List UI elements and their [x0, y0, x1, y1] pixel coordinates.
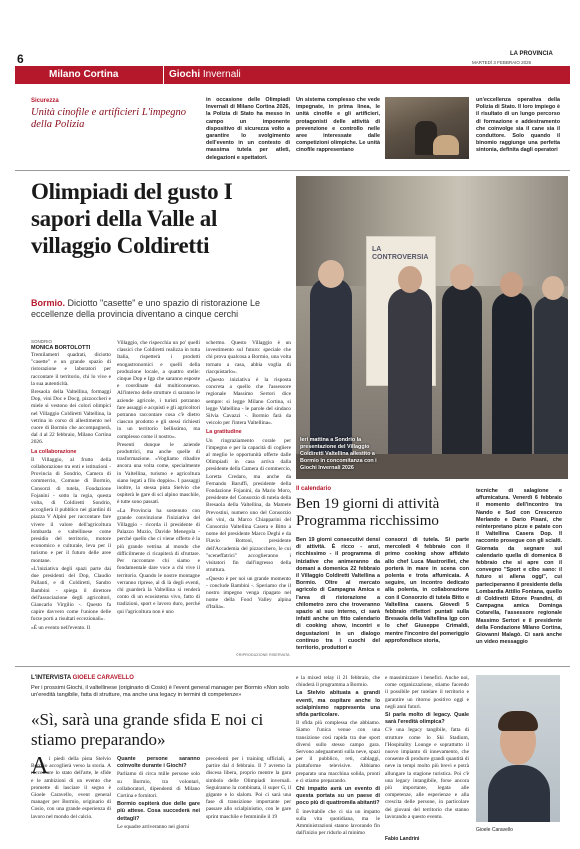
interview-col2: [117, 756, 200, 832]
top-story-col3: un'eccellenza operativa della Polizia di Stato. Il loro impiego è il risultato di un lungo percorso di formazione e addestramento che coinvolge sia il cane sia il conduttore. Solo quando il binomio raggiunge una perfetta sintonia, definita dagli operatori: [476, 97, 560, 154]
answer-4: Il sfida più complessa che abbiamo. Siamo l'unica venue con una transizione così rapida tra due sport diversi sullo stesso campo gara. Servono adeguamenti sulla neve, spazi per il pubblico, reti, cablaggi, piattaforme televisive. Abbiamo preparato una macchina solida, pronti e ci stiamo preparando.: [296, 720, 380, 784]
main-col1-p3: Il Villaggio, al frutto della collaborazione tra enti e istituzioni - Provincia di Sondrio, Camera di commercio, Comune di Bormio, Consorzi di tutela, Fondazione Fojanini - sotto la regia, questa volta, di Coldiretti Sondrio, accoglierà il pubblico nei giardini di piazza V Alpini per raccontare fare vivere il valore dell'agricoltura lombarda e valtellinese come presidio del territorio, motore economico e culturale, leva per il turismo e per il futuro delle aree montane.: [31, 456, 111, 564]
main-photo-caption: Ieri mattina a Sondrio la presentazione del Villaggio Coldiretti Valtellina allestito a Bormio in concomitanza con i Giochi Invernali 2026: [300, 437, 377, 471]
deck-text: Diciotto "casette" e uno spazio di ristorazione Le eccellenze della provincia diventano a cinque cerchi: [31, 298, 261, 319]
question-3: La Stelvio abituata a grandi eventi, ma ospitare anche lo scialpinismo rappresenta una sfida particolare.: [296, 690, 380, 719]
main-headline: Olimpiadi del gusto I sapori della Valle al villaggio Coldiretti: [31, 179, 233, 258]
page-number: 6: [17, 52, 24, 66]
main-col2: [117, 340, 200, 617]
calendar-col2: consorzi di tutela. Si parte mercoledì 4 febbraio con il primo cooking show affidato allo chef Luca Mastrorillet, che porterà in mare in scena con polenta e trota affumicata. A seguire, un incontro dedicato alla polenta, in collaborazione con il Consorzio di tutela Bitto e Valtellina casera. Giovedì 5 febbraio riflettori puntati sulla Bresaola della Valtellina Igp con lo chef Giuseppe Crimaldi, mentre l'incontro del pomeriggio approfondisce storia,: [385, 537, 469, 644]
top-story-kicker: Sicurezza: [31, 98, 59, 104]
question-2: Bormio ospiterà due delle gare più attese. Cosa succederà nei dettagli?: [117, 801, 200, 822]
main-col3-p4: «Questo è per noi un grande momento - conclude Bambini -. Speriamo che il nostro impegno venga ripagato nel nome della Food Valley alpina d'Italia».: [206, 575, 291, 611]
main-col2-p2: Presenti dunque le aziende produttrici, ma anche quelle di trasformazione. «Vogliamo ribadire ancora una volta come, specialmente in Valtellina, turismo e agricoltura siano legati a filo doppio». I passaggi inoltre, la stessa pista Stelvio che ospiterà le gare di sci alpino maschile, è tutte sono passati.: [117, 441, 200, 506]
publication-name: LA PROVINCIA: [510, 51, 553, 57]
main-col1-p4: «L'iniziativa degli spazi parte dai due presidenti del Dop, Claudio Pallanti, e di Coldiretti, Sandro Bambini - spiega il direttore dell'associazione degli agricoltori, Giancarlo Virgilio -. Questo fa capire davvero come l'unione delle forze porti a risultati eccezionali».: [31, 565, 111, 623]
interview-dropcap: A: [31, 753, 49, 779]
top-story-col2: Un sistema complesso che vede impegnate, in prima linea, le unità cinofile e gli artificieri, protagonisti delle attività di prevenzione e controllo nelle aree interessate dalle competizioni olimpiche. Le unità cinofile rappresentano: [296, 97, 380, 154]
section-right-light: Invernali: [202, 69, 241, 80]
subhead-gratitudine: La gratitudine: [206, 429, 242, 436]
top-story-col1: in occasione delle Olimpiadi Invernali di Milano Cortina 2026, la Polizia di Stato ha messo in campo un imponente dispositivo di sicurezza volto a garantire lo svolgimento dell'evento in un contesto di massima tutela per atleti, delegazioni e spettatori.: [206, 97, 290, 161]
byline-author: MONICA BORTOLOTTI: [31, 345, 91, 351]
section-left: Milano Cortina: [49, 69, 119, 80]
interview-label: [31, 675, 134, 681]
person-5: [534, 296, 568, 479]
person-4: [492, 292, 532, 479]
interview-label-name: GIOELE CARAVELLO: [72, 675, 134, 681]
deck-place: Bormio.: [31, 298, 66, 308]
person-3: [442, 284, 482, 479]
main-col2-p1: Villaggio, che rispecchia un po' quelli classici che Coldiretti realizza in tutta Italia, rispetterà i prodotti enogastronomici e quelli della produzione locale, a quattro stelle: cinque Dop e Igp che saranno esposte e coordinate dal multiconsenso. All'interno delle strutture ci saranno le aziende agricole, i turisti potranno fare assaggi e acquisti e gli agricoltori potranno raccontare cosa c'è dietro ciascun prodotto e gli stessi richiesti in un territorio bellissimo, ma complesso come il nostro».: [117, 340, 200, 440]
top-story-title: Unità cinofile e artificieri L'impegno della Polizia: [31, 107, 187, 130]
answer-6: e massimizzare i benefici. Anche noi, come organizzazione, stiamo facendo il possibile per tutelare il territorio e garantire un ritorno positivo oggi e negli anni futuri.: [385, 675, 469, 710]
main-col3-p2: «Questo iniziativa è la risposta concreta a quello che l'assessore regionale Massimo Sertori dice sempre: si legge Milano Cortina, si legge Valtellina - le parole del sindaco Silvia Cavazzi -. Bormio farà da veicolo per l'intera Valtellina».: [206, 377, 291, 427]
main-photo: [296, 176, 568, 479]
answer-5: È inevitabile che ci sia un impatto sulla vita quotidiana, ma le Amministrazioni stanno lavorando fin dall'inizio per ridurlo al minimo: [296, 808, 380, 837]
main-col2-p3: «La Provincia ha sostenuto con grande convinzione l'iniziativa del Villaggio - ricorda il presidente di Palazzo Muzio, Davide Menegola - perché quello che ci viene offerto è la più grande vetrina al mondo che difficilmente ci ricapiterà di sfruttare. Per raccontare chi siamo e fondamentale dare voce a chi vive il territorio. Quando le nostre montagne verranno riprese, al di là degli eventi, chi guarderà la Valtellina si renderà conto di un ecosistema vivo, fatto di tradizioni, sport e lavoro duro, perché qui l'agricoltura non è uno: [117, 507, 200, 615]
main-col3-p3: Un ringraziamento corale per l'impegno e per la capacità di cogliere al meglio le opportunità offerte dalle Olimpiadi in casa arriva dalla presidente della Camera di commercio, Loretta Credaro, ma anche da Fernando Baruffi, presidente della Fondazione Fojanini, da Mario Moro, presidente del Consorzio di tutela della Bresaola della Valtellina, da Mamete Prevostini, numero uno del Consorzio dei vini, da Marco Chiapparini del Consorzio Valtellina Casera e Bitto a nome del presidente Marco Deghi e da Flavio Bottoni, presidente dell'Accademia del pizzocchero, le cui "sceneffatrici" accoglieranno i visitatori fin dall'ingresso della struttura.: [206, 437, 291, 574]
main-col1-p5: «È un evento nell'evento. Il: [31, 624, 91, 631]
question-4: Chi impatto avrà un evento di questa portata su un paese di poco più di quattromila abitanti?: [296, 786, 380, 807]
answer-3: e la mixed relay il 21 febbraio, che chiuderà il programma a Bormio.: [296, 675, 380, 689]
main-col1: [31, 352, 111, 633]
section-bar: [15, 66, 570, 84]
main-deck: [31, 298, 293, 320]
interview-intro: Per i prossimi Giochi, il valtellinese (originario di Cosio) è l'event general manager per Bormio «Non solo un'eredità tangibile, fatta di strutture, ma anche una legacy in termini di competenze»: [31, 685, 289, 699]
calendar-headline: Ben 19 giorni di attività Programma ricchissimo: [296, 496, 440, 529]
interview-byline: Fabio Landrini: [385, 836, 420, 842]
top-story-photo: [385, 97, 469, 159]
question-5: Si parla molto di legacy. Quale sarà l'eredità olimpica?: [385, 712, 469, 726]
interview-col5: [385, 675, 469, 822]
answer-7: C'è una legacy tangibile, fatta di strutture come lo Ski Stadium, l'Hospitality Lounge e soprattutto il nuovo impianto di innevamento, che consente di produrre grandi quantità di neve in tempi molto più brevi e potrà allungare la stagione turistica. Poi c'è una legacy intangibile, forse ancora più importante, legata alle competenze, alle esperienze e alla crescita delle persone, in particolare dei giovani del territorio che stanno lavorando a questo evento.: [385, 727, 469, 820]
subhead-collaborazione: La collaborazione: [31, 448, 77, 455]
photo-sign: LA CONTROVERSIA: [372, 246, 429, 261]
section-right: [169, 69, 241, 80]
interview-col3: precedenti per i training ufficiali, a partire dal 4 febbraio. Il 7 avremo la discesa libera, proprio mentre la gara simbolo delle Olimpiadi invernali. Seguiranno la combinata, il super G, il gigante e lo slalom. Poi ci sarà una fase di transizione importante per passare allo scialpinismo, con le gare sprint maschile e femminile il 19: [206, 756, 291, 820]
section-right-bold: Giochi: [169, 69, 201, 80]
interview-col1: i piedi della pista Stelvio Bormio accoglierà verso la storia. A raccontare lo stato dell'arte, le sfide e le ambizioni di un evento che promette di lasciare il segno è Gioele Caravello, event general manager per Bormio, originario di Cosio, con una grande esperienza di lavoro nel mondo del calcio.: [31, 756, 111, 820]
interview-photo: [476, 675, 560, 822]
person-2: [388, 288, 432, 479]
copyright: ©RIPRODUZIONE RISERVATA: [236, 653, 290, 657]
byline-label: SONDRIO: [31, 339, 53, 344]
question-1: Quante persone saranno coinvolte durante i Giochi?: [117, 756, 200, 770]
main-col3-p1: schermo. Questo Villaggio è un investimento sul futuro: speciale che chi prova qualcosa a Bormio, una volta tornato a casa, abbia voglia di riacquistarlo».: [206, 340, 291, 375]
interview-headline: «Sì, sarà una grande sfida E noi ci stiamo preparando»: [31, 710, 264, 749]
main-col1-p2: Bresaola della Valtellina, formaggi Dop, vini Doc e Docg, pizzoccheri e miele si vestono dei colori olimpici nel Villaggio Coldiretti Valtellina, la vetrina in corso di allestimento nel cuore di Bormio che accompagnerà, dal 4 al 22 febbraio, Milano Cortina 2026.: [31, 389, 111, 446]
main-col3: [206, 340, 291, 613]
calendar-col3: tecniche di salagione e affumicatura. Venerdì 6 febbraio il momento dell'incontro tra Nando e Sud con Crescenzo Merlando e Dario Pisani, che reinterpretano pizze e patate con il Valtellina Casera Dop. Il racconto prosegue con gli scialti. Giornata da segnare sul calendario quella di domenica 8 febbraio che si apre con il convegno "Sport e cibo sano: il futuro si allena oggi", cui parteciperanno il presidente della Lombardia Attilio Fontana, quello di Coldiretti Ettore Prandini, di Campagna amica Dominga Cotarella, l'assessore regionale Massimo Sertori e il presidente della Fondazione Milano Cortina, Giovanni Malagò. Ci sarà anche un video messaggio: [476, 488, 562, 646]
interview-col4: [296, 675, 380, 838]
main-col1-p1: Tremilametri quadrati, diciotto "casette" e un grande spazio di ristorazione e laboratori per raccontare il territorio, chi lo vive e la sua autenticità.: [31, 352, 111, 387]
calendar-kicker: Il calendario: [296, 486, 332, 492]
publication-date: MARTEDÌ 3 FEBBRAIO 2026: [472, 60, 532, 65]
interview-label-prefix: L'INTERVISTA: [31, 675, 71, 681]
calendar-col1: Ben 19 giorni consecutivi densi di attività. È ricco - anzi, ricchissimo - il programma di iniziative che animeranno da domani a domenica 22 febbraio il Villaggio Coldiretti Valtellina a Bormio. Oltre al mercato agricolo di Campagna Amica e l'area di ristorazione a chilometro zero che troveranno spazio al suo interno, ci sarà infatti anche un fitto calendario di cooking show, incontri e degustazioni in un dialogo continuo tra i cuochi del territorio, produttori e: [296, 537, 380, 652]
interview-photo-caption: Gioele Caravello: [476, 827, 513, 833]
answer-1: Parliamo di circa mille persone solo su Bormio, tra volontari, collaboratori, dipendenti di Milano Cortina e fornitori.: [117, 771, 200, 800]
answer-2: Le squadre arriveranno nei giorni: [117, 823, 190, 830]
